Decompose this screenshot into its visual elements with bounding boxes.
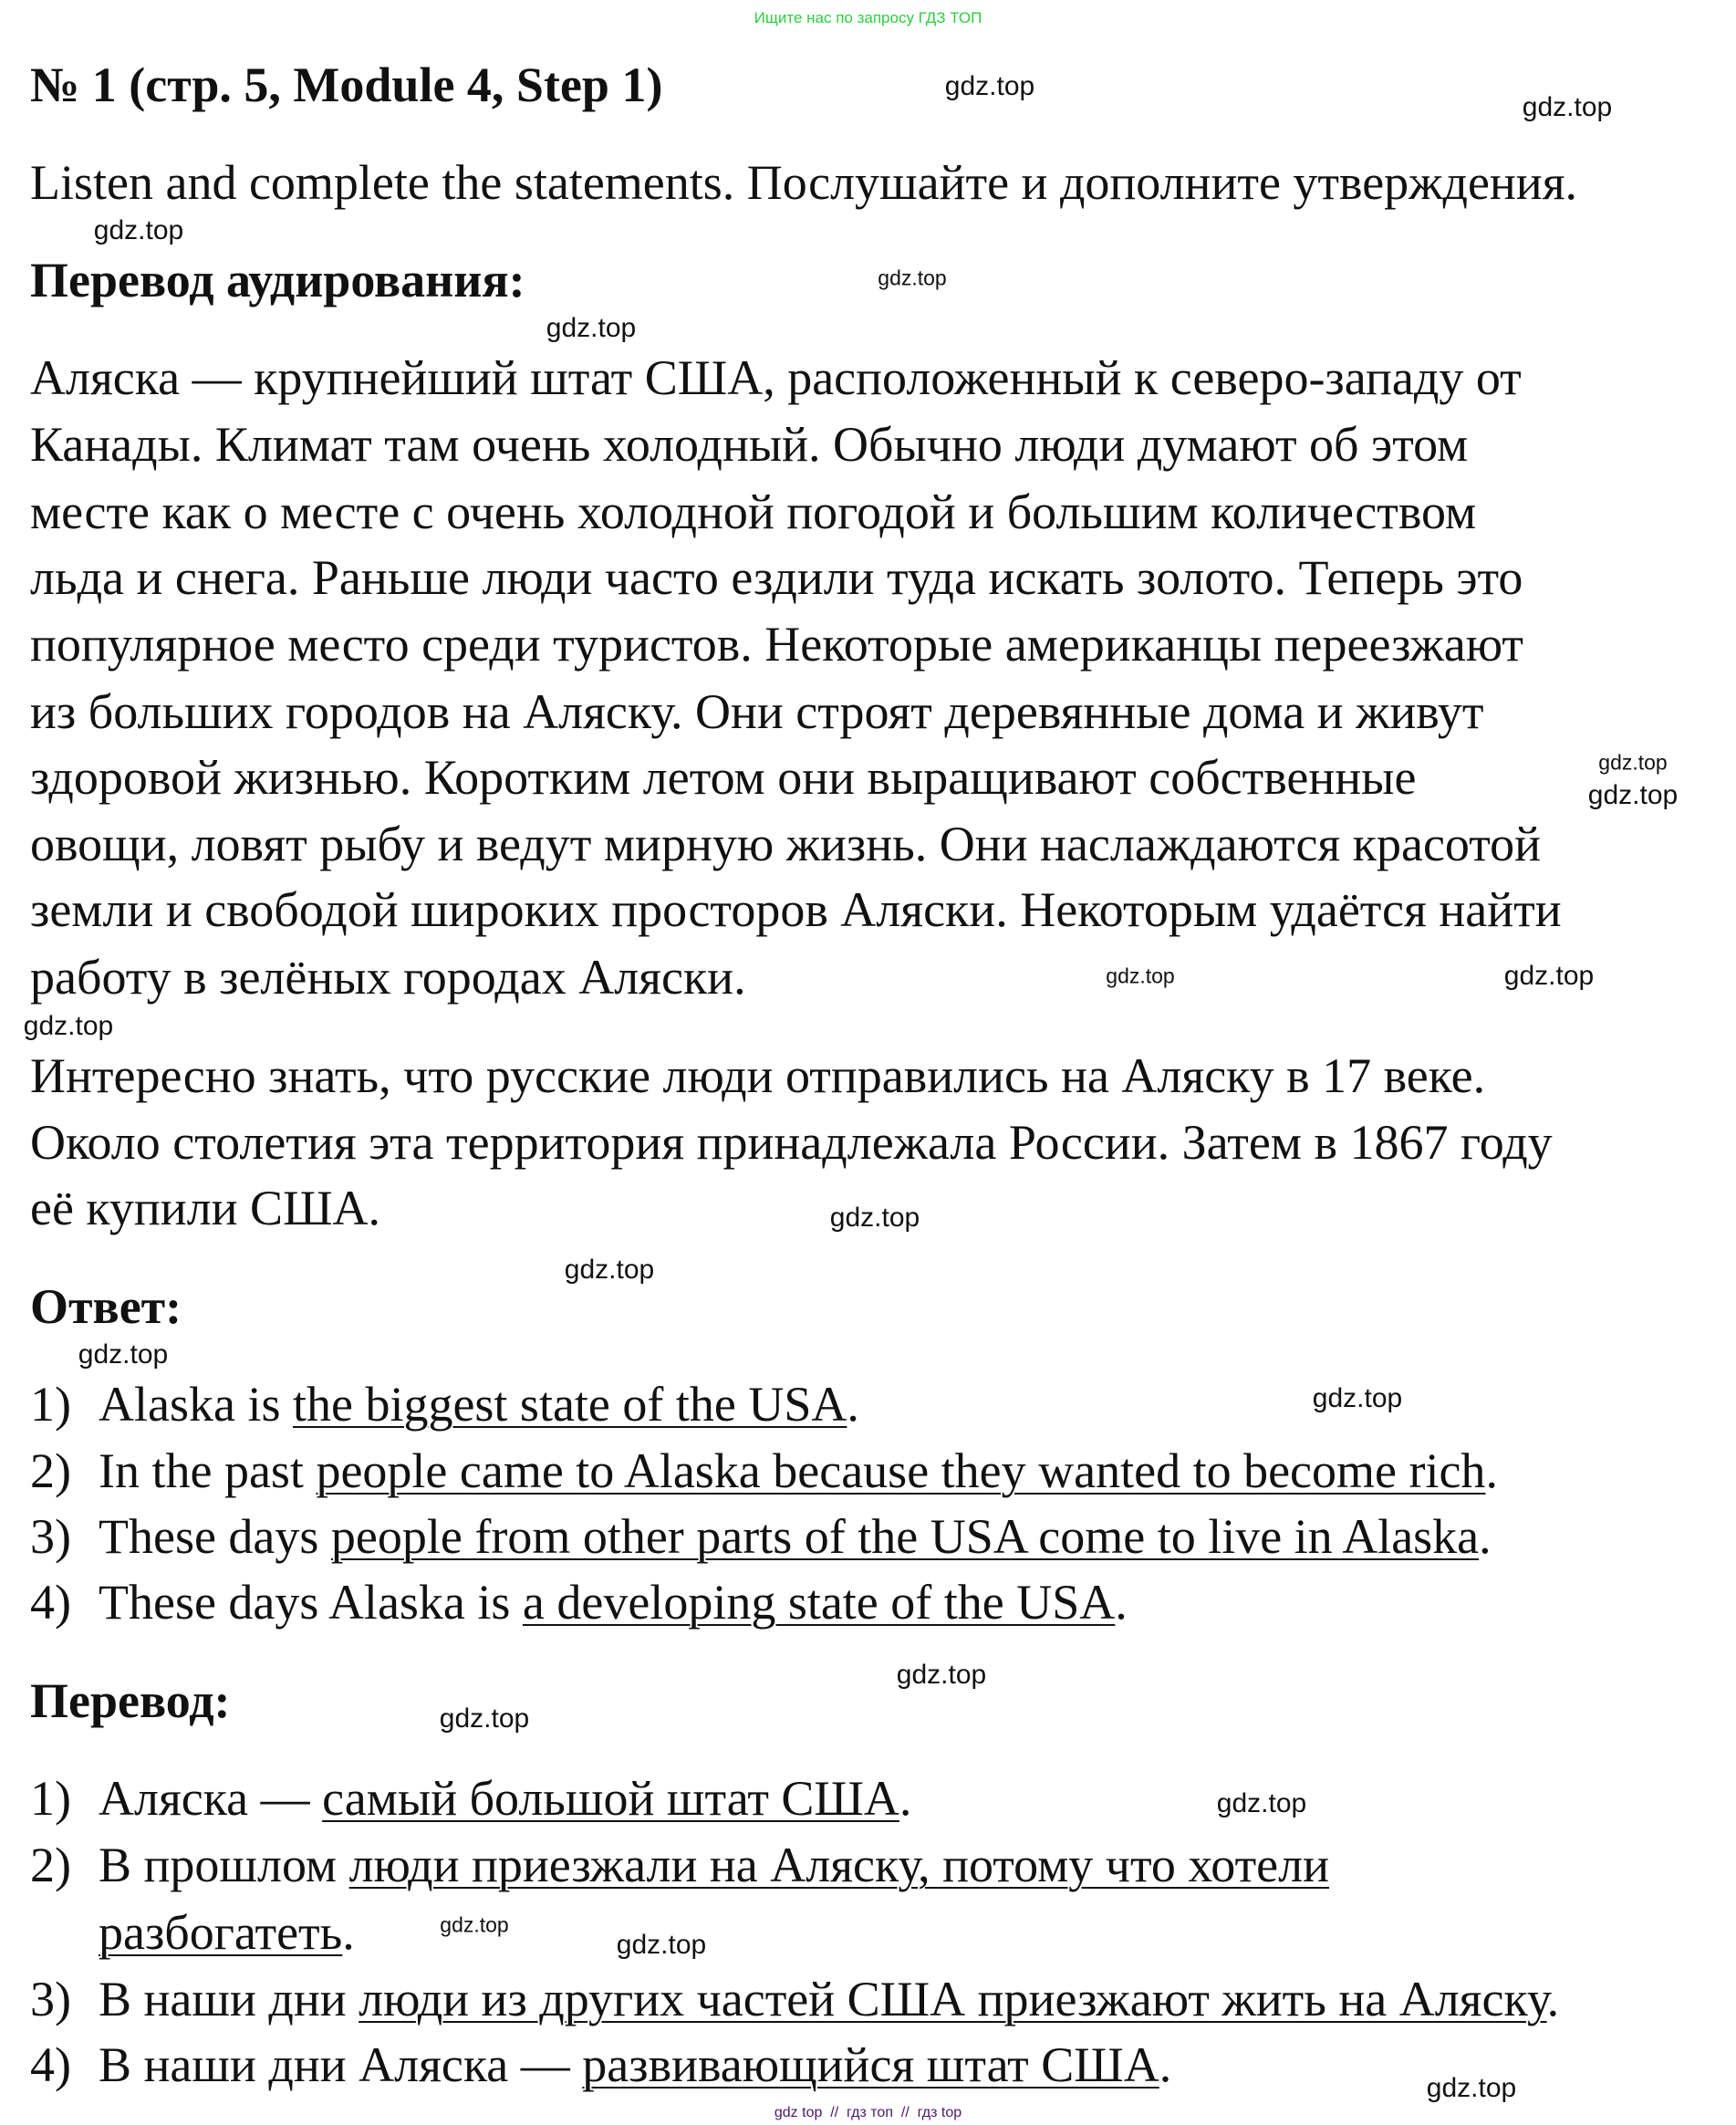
list-item xyxy=(30,1439,1498,1503)
item-answer: people came to Alaska because they wanted to become rich xyxy=(316,1443,1486,1498)
paragraph-line: земли и свободой широких просторов Аляски. Некоторым удаётся найти xyxy=(30,882,1562,937)
watermark: gdz.top xyxy=(564,1255,655,1285)
item-suffix: . xyxy=(1115,1575,1128,1630)
list-item xyxy=(30,1505,1492,1568)
watermark: gdz.top xyxy=(1106,964,1175,988)
task-text: Listen and complete the statements. Послушайте и дополните утверждения. xyxy=(30,155,1578,210)
transcript-heading: Перевод аудирования: xyxy=(30,253,525,307)
list-item xyxy=(30,1833,1329,1897)
item-suffix: . xyxy=(899,1771,912,1826)
item-suffix: . xyxy=(1485,1443,1498,1498)
watermark: gdz.top xyxy=(23,1011,114,1041)
watermark: gdz.top xyxy=(1426,2073,1517,2103)
item-answer: people from other parts of the USA come to live in Alaska xyxy=(330,1509,1480,1564)
paragraph-line: работу в зелёных городах Аляски. xyxy=(30,950,746,1005)
item-answer: разбогатеть xyxy=(99,1905,343,1960)
paragraph-line: овощи, ловят рыбу и ведут мирную жизнь. Они наслаждаются красотой xyxy=(30,817,1541,871)
paragraph-line: популярное место среди туристов. Некоторые американцы переезжают xyxy=(30,617,1523,672)
item-suffix: . xyxy=(1546,1972,1560,2026)
watermark: gdz.top xyxy=(546,313,637,343)
watermark: gdz.top xyxy=(896,1660,987,1690)
watermark: gdz.top xyxy=(1312,1383,1403,1413)
page-title: № 1 (стр. 5, Module 4, Step 1) xyxy=(30,57,663,112)
footer: gdz top // гдз топ // гдз top xyxy=(774,2105,962,2120)
item-suffix: . xyxy=(342,1905,355,1960)
list-item xyxy=(30,1766,911,1830)
item-answer: люди из других частей США приезжают жить на Аляску xyxy=(359,1972,1547,2026)
watermark: gdz.top xyxy=(944,71,1035,101)
watermark: gdz.top xyxy=(1216,1788,1307,1818)
paragraph-line: из больших городов на Аляску. Они строят деревянные дома и живут xyxy=(30,684,1484,739)
item-number: 1) xyxy=(30,1771,71,1826)
watermark: gdz.top xyxy=(1587,780,1679,810)
item-suffix: . xyxy=(847,1377,859,1432)
item-number: 2) xyxy=(30,1838,71,1892)
paragraph-line: её купили США. xyxy=(30,1181,381,1235)
translation-heading: Перевод: xyxy=(30,1673,231,1728)
item-suffix: . xyxy=(1159,2037,1172,2092)
item-number: 3) xyxy=(30,1509,71,1564)
paragraph-line: льда и снега. Раньше люди часто ездили туда искать золото. Теперь это xyxy=(30,550,1523,605)
paragraph-line: Около столетия эта территория принадлежала России. Затем в 1867 году xyxy=(30,1115,1553,1170)
paragraph-line: Аляска — крупнейший штат США, расположенный к северо-западу от xyxy=(30,350,1522,405)
item-prefix: В наши дни Аляска — xyxy=(99,2037,583,2092)
watermark: gdz.top xyxy=(440,1912,509,1937)
item-answer: люди приезжали на Аляску, потому что хотели xyxy=(348,1838,1329,1892)
watermark: gdz.top xyxy=(616,1930,707,1960)
item-number: 4) xyxy=(30,1575,71,1630)
item-prefix: These days Alaska is xyxy=(99,1575,523,1630)
item-prefix: These days xyxy=(99,1509,331,1564)
item-prefix: Аляска — xyxy=(99,1771,323,1826)
item-answer: a developing state of the USA xyxy=(522,1575,1116,1630)
list-item xyxy=(30,1570,1128,1634)
paragraph-line: месте как о месте с очень холодной погодой и большим количеством xyxy=(30,484,1477,539)
item-answer: развивающийся штат США xyxy=(582,2037,1159,2092)
item-number: 4) xyxy=(30,2037,71,2092)
item-number: 3) xyxy=(30,1972,71,2026)
item-prefix: Alaska is xyxy=(99,1377,293,1432)
watermark: gdz.top xyxy=(93,215,184,245)
item-answer: the biggest state of the USA xyxy=(292,1377,847,1432)
watermark: gdz.top xyxy=(78,1339,169,1370)
list-item xyxy=(30,1372,859,1436)
watermark: gdz.top xyxy=(1522,92,1613,122)
list-item xyxy=(30,2033,1171,2097)
watermark: gdz.top xyxy=(878,266,947,290)
paragraph-line: здоровой жизнью. Коротким летом они выращивают собственные xyxy=(30,750,1417,805)
list-item xyxy=(30,1901,355,1964)
answer-heading: Ответ: xyxy=(30,1279,182,1334)
item-number: 1) xyxy=(30,1377,71,1432)
item-number: 2) xyxy=(30,1443,71,1498)
item-prefix: In the past xyxy=(99,1443,317,1498)
list-item xyxy=(30,1967,1559,2031)
item-answer: самый большой штат США xyxy=(322,1771,899,1826)
paragraph-line: Канады. Климат там очень холодный. Обычно люди думают об этом xyxy=(30,417,1469,472)
item-prefix: В прошлом xyxy=(99,1838,349,1892)
item-prefix: В наши дни xyxy=(99,1972,359,2026)
watermark: gdz.top xyxy=(829,1203,920,1233)
item-suffix: . xyxy=(1479,1509,1492,1564)
watermark: gdz.top xyxy=(1503,961,1595,991)
watermark: gdz.top xyxy=(439,1703,530,1734)
paragraph-line: Интересно знать, что русские люди отправились на Аляску в 17 веке. xyxy=(30,1048,1486,1103)
watermark: gdz.top xyxy=(1598,750,1668,775)
top-banner: Ищите нас по запросу ГДЗ ТОП xyxy=(754,9,982,26)
